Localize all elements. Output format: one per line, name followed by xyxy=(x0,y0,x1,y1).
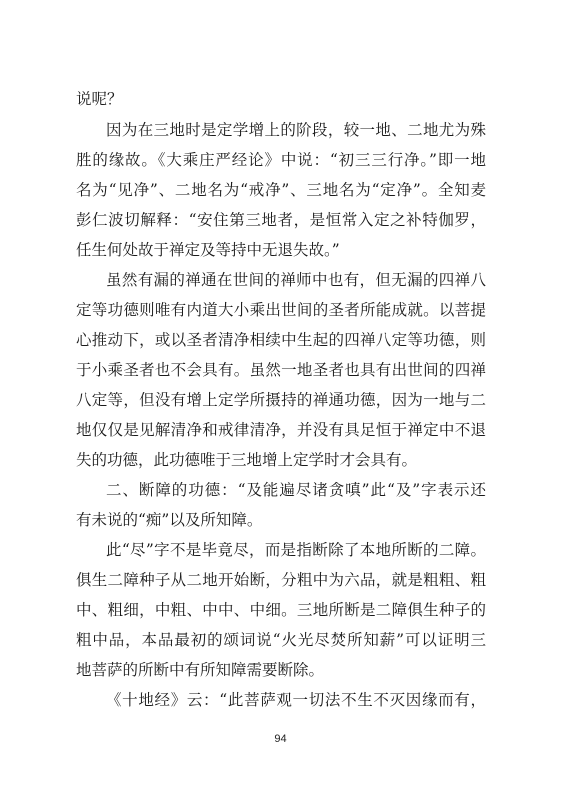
body-line: 地仅仅是见解清净和戒律清净，并没有具足恒于禅定中不退 xyxy=(76,421,486,439)
body-line: 地菩萨的所断中有所知障需要断除。 xyxy=(76,661,325,679)
body-line: 八定等，但没有增上定学所摄持的禅通功德，因为一地与二 xyxy=(76,391,486,409)
body-line: 粗中品，本品最初的颂词说“火光尽焚所知薪”可以证明三 xyxy=(76,631,486,649)
body-line: 胜的缘故。《大乘庄严经论》中说：“初三三行净。”即一地 xyxy=(76,151,486,169)
page-number: 94 xyxy=(274,733,287,745)
body-line: 因为在三地时是定学增上的阶段，较一地、二地尤为殊 xyxy=(106,121,486,139)
body-line: 虽然有漏的禅通在世间的禅师中也有，但无漏的四禅八 xyxy=(106,271,486,289)
body-line: 名为“见净”、二地名为“戒净”、三地名为“定净”。全知麦 xyxy=(76,181,486,199)
body-line: 说呢？ xyxy=(76,90,123,108)
body-line: 二、断障的功德：“及能遍尽诸贪嗔”此“及”字表示还 xyxy=(106,481,486,499)
body-line: 心推动下，或以圣者清净相续中生起的四禅八定等功德，则 xyxy=(76,331,486,349)
body-line: 俱生二障种子从二地开始断，分粗中为六品，就是粗粗、粗 xyxy=(76,571,486,589)
body-line: 彭仁波切解释：“安住第三地者，是恒常入定之补特伽罗， xyxy=(76,211,486,229)
body-line: 任生何处故于禅定及等持中无退失故。” xyxy=(76,241,340,259)
body-line: 定等功德则唯有内道大小乘出世间的圣者所能成就。以菩提 xyxy=(76,301,486,319)
body-line: 此“尽”字不是毕竟尽，而是指断除了本地所断的二障。 xyxy=(106,541,486,559)
body-line: 中、粗细，中粗、中中、中细。三地所断是二障俱生种子的 xyxy=(76,601,486,619)
body-line: 失的功德，此功德唯于三地增上定学时才会具有。 xyxy=(76,451,418,469)
body-line: 有未说的“痴”以及所知障。 xyxy=(76,511,263,529)
body-line: 于小乘圣者也不会具有。虽然一地圣者也具有出世间的四禅 xyxy=(76,361,486,379)
body-line: 《十地经》云：“此菩萨观一切法不生不灭因缘而有， xyxy=(106,691,486,709)
